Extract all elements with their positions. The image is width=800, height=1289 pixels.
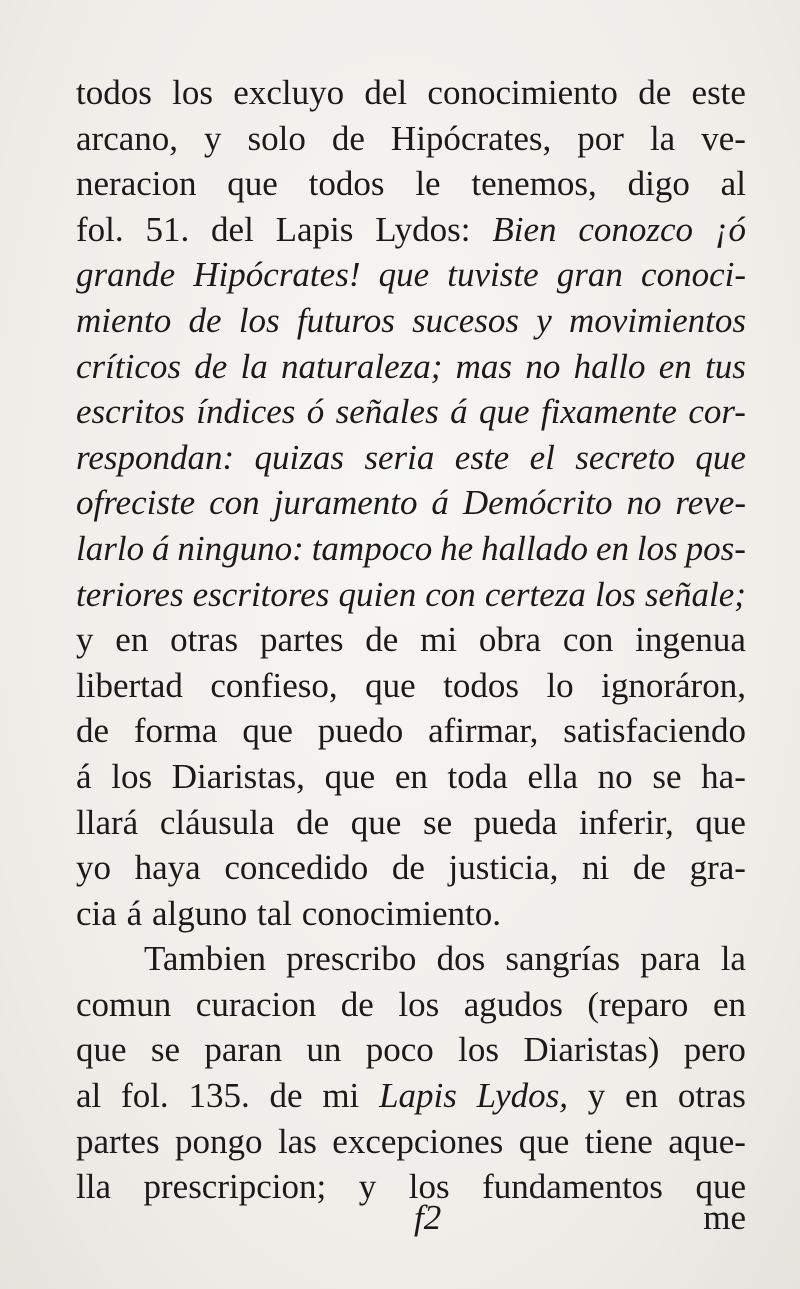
word: gra- xyxy=(689,848,746,888)
word: pos- xyxy=(685,528,746,568)
word: la xyxy=(720,939,746,979)
text-line xyxy=(76,982,746,1028)
word: neracion xyxy=(76,164,197,204)
word: conozco xyxy=(578,209,694,249)
word: en xyxy=(595,528,629,568)
word: comun xyxy=(76,984,172,1024)
word: movimientos xyxy=(569,300,746,340)
text-line xyxy=(76,572,746,618)
word: de xyxy=(269,1076,303,1116)
word: los xyxy=(594,574,636,614)
word: de xyxy=(638,73,672,112)
word: otras xyxy=(677,1076,746,1116)
word: los xyxy=(458,1030,499,1070)
word: hallado xyxy=(481,528,589,568)
word: que xyxy=(324,756,376,796)
word: para xyxy=(640,939,701,979)
word: no xyxy=(525,346,561,386)
word: Diaristas, xyxy=(171,756,305,796)
word: partes xyxy=(259,620,344,660)
word: en xyxy=(115,620,149,660)
page-footer xyxy=(76,1198,746,1244)
word: índices xyxy=(196,392,296,432)
word: que xyxy=(695,802,746,842)
word: y xyxy=(76,620,94,660)
word: Lydos, xyxy=(476,1076,568,1116)
word: fundamentos xyxy=(482,1167,663,1207)
word: ha- xyxy=(701,756,746,796)
word: confieso, xyxy=(210,665,338,705)
word: escritos xyxy=(76,392,185,432)
word: teriores xyxy=(76,574,184,614)
word: de xyxy=(632,848,666,888)
word: reve- xyxy=(675,483,746,523)
word: tuviste xyxy=(447,255,539,295)
word: Lapis xyxy=(275,209,354,249)
word: en xyxy=(625,1076,659,1116)
text-line xyxy=(76,617,746,663)
word: conoci- xyxy=(641,255,746,295)
word: concedido xyxy=(224,848,369,888)
word: sangrías xyxy=(505,939,621,979)
word: no xyxy=(626,483,662,523)
word: inferir, xyxy=(578,802,674,842)
word: quien xyxy=(338,574,417,614)
word: cia xyxy=(76,893,117,933)
word: digo xyxy=(627,164,690,204)
word: mi xyxy=(420,620,458,660)
word: cláusula xyxy=(159,802,275,842)
word: ninguno: xyxy=(177,528,304,568)
word: prescripcion; xyxy=(143,1167,327,1207)
word: justicia, xyxy=(448,848,559,888)
word: del xyxy=(211,209,254,249)
word: arcano, xyxy=(76,118,179,158)
word: todos xyxy=(76,73,152,112)
word: de xyxy=(331,118,365,158)
word: que xyxy=(227,164,278,204)
word: los xyxy=(111,756,153,796)
text-line xyxy=(76,252,746,298)
word: los xyxy=(636,528,678,568)
word: por xyxy=(577,118,624,158)
word: he xyxy=(440,528,474,568)
text-line xyxy=(76,708,746,754)
word: que xyxy=(695,437,746,477)
word: escritores xyxy=(192,574,330,614)
word: al xyxy=(76,1076,102,1116)
word: ¡ó xyxy=(714,209,746,249)
text-line xyxy=(76,298,746,344)
word: á xyxy=(76,756,92,796)
word: y xyxy=(358,1167,377,1207)
text-line xyxy=(76,389,746,435)
word: y xyxy=(587,1076,606,1116)
word: señales xyxy=(335,392,439,432)
word: lo xyxy=(546,665,574,705)
word: se xyxy=(150,1030,181,1070)
text-line xyxy=(76,70,746,116)
word: poco xyxy=(365,1030,434,1070)
word: á xyxy=(450,392,468,432)
word: á xyxy=(151,528,170,568)
word: le xyxy=(415,164,441,204)
word: ó xyxy=(306,392,325,432)
word: llará xyxy=(76,802,139,842)
word: ignoráron, xyxy=(601,665,746,705)
word: Demócrito xyxy=(462,483,613,523)
word: que xyxy=(518,1121,570,1161)
word: tal xyxy=(257,893,292,933)
word: la xyxy=(240,346,268,386)
word: miento xyxy=(76,300,172,340)
word: yo xyxy=(76,848,111,888)
word: 51. xyxy=(145,209,190,249)
word: fol. xyxy=(76,209,124,249)
word: hallo xyxy=(573,346,646,386)
word: toda xyxy=(447,756,508,796)
word: seria xyxy=(364,437,435,477)
word: puedo xyxy=(317,711,404,751)
word: todos xyxy=(443,665,519,705)
word: ingenua xyxy=(635,620,746,660)
word: en xyxy=(394,756,428,796)
word: Lapis xyxy=(379,1076,457,1116)
word: á xyxy=(126,893,143,933)
word: forma xyxy=(133,711,218,751)
word: satisfaciendo xyxy=(563,711,746,751)
word: fol. xyxy=(121,1076,169,1116)
text-line xyxy=(76,1073,746,1119)
word: quizas xyxy=(254,437,344,477)
word: afirmar, xyxy=(428,711,539,751)
word: 135. xyxy=(188,1076,250,1116)
word: que xyxy=(365,665,416,705)
text-line xyxy=(76,480,746,526)
word: pongo xyxy=(175,1121,263,1161)
text-line xyxy=(76,344,746,390)
word: haya xyxy=(134,848,201,888)
word: fixamente xyxy=(540,392,677,432)
text-line xyxy=(76,1119,746,1165)
word: los xyxy=(408,1167,450,1207)
word: gran xyxy=(556,255,623,295)
word: alguno xyxy=(151,893,248,933)
word: pero xyxy=(683,1030,746,1070)
word: que xyxy=(478,392,530,432)
signature-mark: f2 xyxy=(414,1198,442,1237)
word: conocimiento xyxy=(427,73,618,112)
text-line xyxy=(76,116,746,162)
word: curacion xyxy=(195,984,317,1024)
word: que xyxy=(242,711,293,751)
word: conocimiento. xyxy=(301,893,502,933)
word: libertad xyxy=(76,665,183,705)
text-line xyxy=(76,663,746,709)
word: con xyxy=(209,483,260,523)
word: cor- xyxy=(688,392,746,432)
word: naturaleza; xyxy=(281,346,443,386)
word: tus xyxy=(705,346,746,386)
word: á xyxy=(431,483,449,523)
word: que xyxy=(378,255,430,295)
word: futuros xyxy=(296,300,395,340)
word: otras xyxy=(170,620,239,660)
word: este xyxy=(691,73,746,112)
text-line xyxy=(76,754,746,800)
word: con xyxy=(425,574,476,614)
word: tampoco xyxy=(311,528,433,568)
word: Bien xyxy=(492,209,557,249)
word: los xyxy=(238,300,280,340)
word: de xyxy=(188,300,222,340)
catchword: me xyxy=(703,1198,746,1237)
word: Tambien xyxy=(144,939,266,979)
word: Hipócrates, xyxy=(390,118,552,158)
word: ella xyxy=(527,756,578,796)
word: ni xyxy=(582,848,610,888)
text-line xyxy=(76,845,746,891)
word: de xyxy=(194,346,228,386)
word: certeza xyxy=(484,574,586,614)
word: respondan: xyxy=(76,437,235,477)
word: en xyxy=(658,346,692,386)
word: partes xyxy=(76,1121,160,1161)
word: de xyxy=(391,848,425,888)
text-line xyxy=(76,1027,746,1073)
word: dos xyxy=(436,939,486,979)
word: juramento xyxy=(273,483,418,523)
word: excepciones xyxy=(332,1121,504,1161)
word: Hipócrates! xyxy=(193,255,361,295)
word: se xyxy=(422,802,453,842)
word: agudos xyxy=(463,984,563,1024)
word: sucesos xyxy=(412,300,519,340)
word: grande xyxy=(76,255,176,295)
word: (reparo xyxy=(587,984,689,1024)
text-line xyxy=(76,161,746,207)
word: este xyxy=(454,437,510,477)
word: con xyxy=(562,620,614,660)
word: al xyxy=(720,164,746,204)
word: que xyxy=(695,1167,746,1207)
word: críticos xyxy=(76,346,181,386)
word: la xyxy=(649,118,676,158)
word: solo xyxy=(247,118,306,158)
body-text xyxy=(76,70,746,1210)
word: un xyxy=(306,1030,342,1070)
word: secreto xyxy=(575,437,676,477)
word: que xyxy=(76,1030,127,1070)
word: mi xyxy=(322,1076,360,1116)
word: el xyxy=(529,437,555,477)
word: se xyxy=(652,756,682,796)
word: y xyxy=(536,300,552,340)
word: larlo xyxy=(76,528,145,568)
text-line xyxy=(76,207,746,253)
word: ofreciste xyxy=(76,483,196,523)
word: los xyxy=(172,73,213,112)
text-line xyxy=(76,526,746,572)
word: tenemos, xyxy=(471,164,597,204)
text-line xyxy=(76,891,746,937)
text-line xyxy=(76,800,746,846)
text-line xyxy=(76,435,746,481)
word: de xyxy=(296,802,330,842)
word: señale; xyxy=(644,574,746,614)
word: mas xyxy=(455,346,513,386)
word: tiene xyxy=(584,1121,653,1161)
word: pueda xyxy=(473,802,558,842)
word: prescribo xyxy=(286,939,417,979)
word: aque- xyxy=(668,1121,746,1161)
word: que xyxy=(350,802,402,842)
word: de xyxy=(365,620,399,660)
word: excluyo xyxy=(233,73,345,112)
word: en xyxy=(712,984,746,1024)
word: y xyxy=(204,118,222,158)
word: de xyxy=(76,711,110,751)
text-line xyxy=(76,936,746,982)
word: no xyxy=(597,756,633,796)
word: las xyxy=(277,1121,317,1161)
word: todos xyxy=(308,164,385,204)
word: del xyxy=(364,73,408,112)
word: lla xyxy=(76,1167,111,1207)
word: los xyxy=(398,984,440,1024)
word: de xyxy=(340,984,374,1024)
word: paran xyxy=(204,1030,283,1070)
word: Diaristas) xyxy=(523,1030,660,1070)
word: Lydos: xyxy=(375,209,471,249)
word: ve- xyxy=(701,118,746,158)
word: obra xyxy=(478,620,542,660)
